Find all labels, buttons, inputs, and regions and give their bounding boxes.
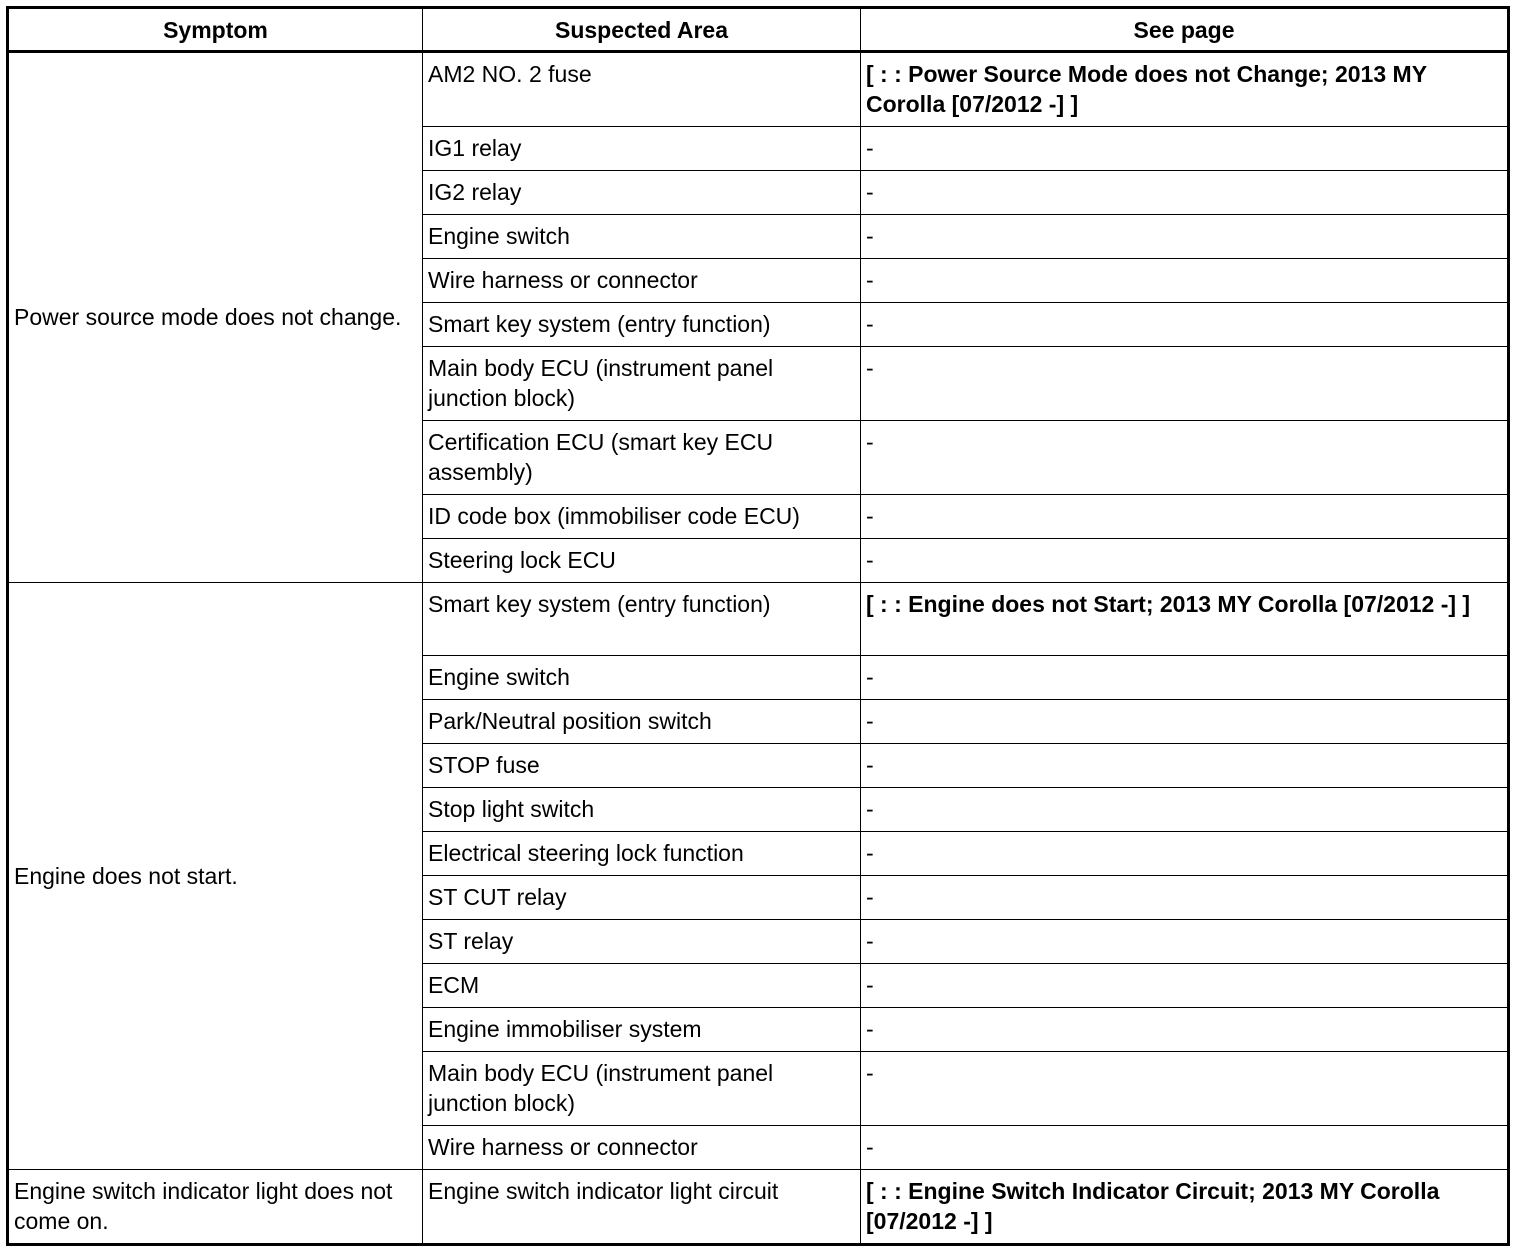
- suspected-area-cell: Engine switch: [423, 215, 861, 259]
- suspected-area-cell: Wire harness or connector: [423, 259, 861, 303]
- see-page-cell: -: [861, 1126, 1509, 1170]
- suspected-area-cell: Park/Neutral position switch: [423, 700, 861, 744]
- suspected-area-cell: ST CUT relay: [423, 876, 861, 920]
- see-page-cell: -: [861, 744, 1509, 788]
- see-page-cell: -: [861, 171, 1509, 215]
- symptom-cell: Power source mode does not change.: [8, 52, 423, 583]
- suspected-area-cell: Stop light switch: [423, 788, 861, 832]
- header-suspected-area: Suspected Area: [423, 8, 861, 52]
- suspected-area-cell: Electrical steering lock function: [423, 832, 861, 876]
- see-page-cell: -: [861, 832, 1509, 876]
- suspected-area-cell: ECM: [423, 964, 861, 1008]
- header-row: [8, 8, 1509, 52]
- header-symptom: Symptom: [8, 8, 423, 52]
- see-page-link[interactable]: [ : : Power Source Mode does not Change; 2013 MY Corolla [07/2012 -] ]: [861, 52, 1509, 127]
- symptom-cell: Engine does not start.: [8, 583, 423, 1170]
- see-page-cell: -: [861, 1008, 1509, 1052]
- see-page-cell: -: [861, 347, 1509, 421]
- see-page-cell: -: [861, 656, 1509, 700]
- see-page-cell: -: [861, 920, 1509, 964]
- table-row: [8, 1170, 1509, 1245]
- see-page-cell: -: [861, 964, 1509, 1008]
- see-page-cell: -: [861, 1052, 1509, 1126]
- suspected-area-cell: Main body ECU (instrument panel junction block): [423, 347, 861, 421]
- see-page-link[interactable]: [ : : Engine does not Start; 2013 MY Corolla [07/2012 -] ]: [861, 583, 1509, 656]
- table-row: [8, 52, 1509, 127]
- suspected-area-cell: AM2 NO. 2 fuse: [423, 52, 861, 127]
- see-page-link[interactable]: [ : : Engine Switch Indicator Circuit; 2013 MY Corolla [07/2012 -] ]: [861, 1170, 1509, 1245]
- suspected-area-cell: ST relay: [423, 920, 861, 964]
- suspected-area-cell: Main body ECU (instrument panel junction block): [423, 1052, 861, 1126]
- suspected-area-cell: Engine switch indicator light circuit: [423, 1170, 861, 1245]
- see-page-cell: -: [861, 215, 1509, 259]
- table-row: [8, 583, 1509, 656]
- suspected-area-cell: Engine switch: [423, 656, 861, 700]
- see-page-cell: -: [861, 421, 1509, 495]
- see-page-cell: -: [861, 876, 1509, 920]
- suspected-area-cell: STOP fuse: [423, 744, 861, 788]
- suspected-area-cell: Smart key system (entry function): [423, 583, 861, 656]
- suspected-area-cell: Certification ECU (smart key ECU assembly): [423, 421, 861, 495]
- suspected-area-cell: IG1 relay: [423, 127, 861, 171]
- see-page-cell: -: [861, 788, 1509, 832]
- see-page-cell: -: [861, 495, 1509, 539]
- see-page-cell: -: [861, 700, 1509, 744]
- symptom-cell: Engine switch indicator light does not come on.: [8, 1170, 423, 1245]
- troubleshooting-table: [6, 6, 1510, 1246]
- suspected-area-cell: Wire harness or connector: [423, 1126, 861, 1170]
- suspected-area-cell: Engine immobiliser system: [423, 1008, 861, 1052]
- see-page-cell: -: [861, 539, 1509, 583]
- see-page-cell: -: [861, 127, 1509, 171]
- suspected-area-cell: Smart key system (entry function): [423, 303, 861, 347]
- header-see-page: See page: [861, 8, 1509, 52]
- suspected-area-cell: IG2 relay: [423, 171, 861, 215]
- see-page-cell: -: [861, 303, 1509, 347]
- suspected-area-cell: Steering lock ECU: [423, 539, 861, 583]
- suspected-area-cell: ID code box (immobiliser code ECU): [423, 495, 861, 539]
- see-page-cell: -: [861, 259, 1509, 303]
